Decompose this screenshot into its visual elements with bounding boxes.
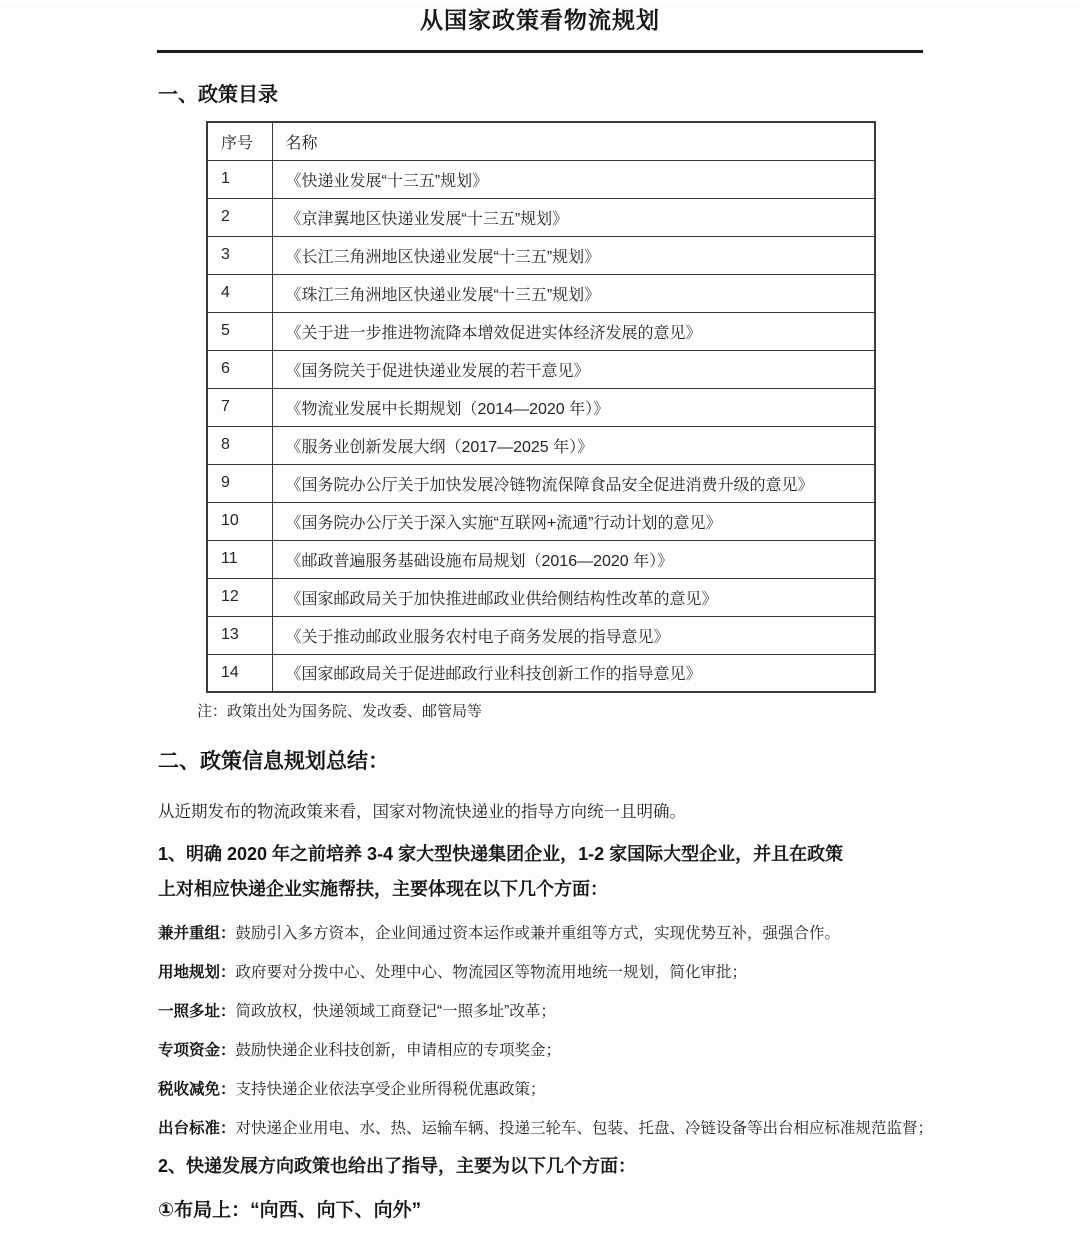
row-name: 《物流业发展中长期规划（2014—2020 年）》 [272,388,875,426]
row-no: 1 [207,160,272,198]
row-name: 《邮政普遍服务基础设施布局规划（2016—2020 年）》 [272,540,875,578]
row-no: 6 [207,350,272,388]
row-name: 《服务业创新发展大纲（2017—2025 年）》 [272,426,875,464]
policy-table [206,121,876,693]
point1-text [158,837,936,907]
table-row [207,464,875,502]
policy-table-head [207,122,875,160]
item-text: 简政放权，快递领域工商登记“一照多址”改革； [235,1003,556,1020]
row-name: 《国务院关于促进快递业发展的若干意见》 [272,350,875,388]
table-row [207,578,875,616]
row-no: 9 [207,464,272,502]
row-name: 《珠江三角洲地区快递业发展“十三五”规划》 [272,274,875,312]
table-row [207,198,875,236]
row-name: 《快递业发展“十三五”规划》 [272,160,875,198]
row-name: 《国家邮政局关于加快推进邮政业供给侧结构性改革的意见》 [272,578,875,616]
row-name: 《国家邮政局关于促进邮政行业科技创新工作的指导意见》 [272,654,875,692]
policy-item [158,1039,936,1063]
row-no: 13 [207,616,272,654]
row-name: 《京津翼地区快递业发展“十三五”规划》 [272,198,875,236]
item-text: 政府要对分拨中心、处理中心、物流园区等物流用地统一规划，简化审批； [235,964,748,981]
table-note: 注：政策出处为国务院、发改委、邮管局等 [197,703,483,720]
policy-item [158,961,936,985]
row-name: 《国务院办公厅关于加快发展冷链物流保障食品安全促进消费升级的意见》 [272,464,875,502]
table-row [207,502,875,540]
row-name: 《关于进一步推进物流降本增效促进实体经济发展的意见》 [272,312,875,350]
row-no: 8 [207,426,272,464]
table-row [207,540,875,578]
table-row [207,654,875,692]
row-no: 12 [207,578,272,616]
layout-sub-point: ①布局上：“向西、向下、向外” [158,1200,422,1221]
section2-heading: 二、政策信息规划总结： [158,750,389,773]
table-row [207,312,875,350]
title-divider [157,50,923,53]
item-text: 鼓励快递企业科技创新，申请相应的专项奖金； [235,1042,562,1059]
policy-table-body [207,160,875,692]
point1-line1: 1、明确 2020 年之前培养 3-4 家大型快递集团企业，1-2 家国际大型企业，并且在政策 [158,844,844,864]
item-label: 一照多址： [158,1003,236,1020]
row-name: 《关于推动邮政业服务农村电子商务发展的指导意见》 [272,616,875,654]
table-row [207,160,875,198]
table-header-no: 序号 [207,122,272,160]
policy-items [158,922,936,1141]
item-label: 税收减免： [158,1081,236,1098]
item-label: 兼并重组： [158,925,236,942]
table-row [207,616,875,654]
row-no: 10 [207,502,272,540]
policy-item [158,1000,936,1024]
item-label: 出台标准： [158,1120,236,1137]
point2-text: 2、快递发展方向政策也给出了指导，主要为以下几个方面： [158,1156,637,1176]
item-label: 专项资金： [158,1042,236,1059]
table-row [207,236,875,274]
table-header-row [207,122,875,160]
item-text: 支持快递企业依法享受企业所得税优惠政策； [235,1081,546,1098]
table-row [207,388,875,426]
table-row [207,350,875,388]
document-page [0,4,1080,1249]
row-no: 11 [207,540,272,578]
row-no: 7 [207,388,272,426]
row-name: 《长江三角洲地区快递业发展“十三五”规划》 [272,236,875,274]
row-no: 3 [207,236,272,274]
policy-item [158,1078,936,1102]
row-no: 14 [207,654,272,692]
table-row [207,274,875,312]
page-title: 从国家政策看物流规划 [420,7,660,33]
item-text: 对快递企业用电、水、热、运输车辆、投递三轮车、包装、托盘、冷链设备等出台相应标准规范监督； [235,1120,934,1137]
row-no: 2 [207,198,272,236]
row-no: 5 [207,312,272,350]
policy-item [158,1117,936,1141]
row-name: 《国务院办公厅关于深入实施“互联网+流通”行动计划的意见》 [272,502,875,540]
table-header-name: 名称 [272,122,875,160]
row-no: 4 [207,274,272,312]
table-row [207,426,875,464]
intro-paragraph: 从近期发布的物流政策来看，国家对物流快递业的指导方向统一且明确。 [158,803,686,821]
policy-item [158,922,936,946]
section1-heading: 一、政策目录 [158,84,278,106]
item-label: 用地规划： [158,964,236,981]
item-text: 鼓励引入多方资本，企业间通过资本运作或兼并重组等方式，实现优势互补，强强合作。 [235,925,841,942]
point1-line2: 上对相应快递企业实施帮扶，主要体现在以下几个方面： [158,879,608,899]
